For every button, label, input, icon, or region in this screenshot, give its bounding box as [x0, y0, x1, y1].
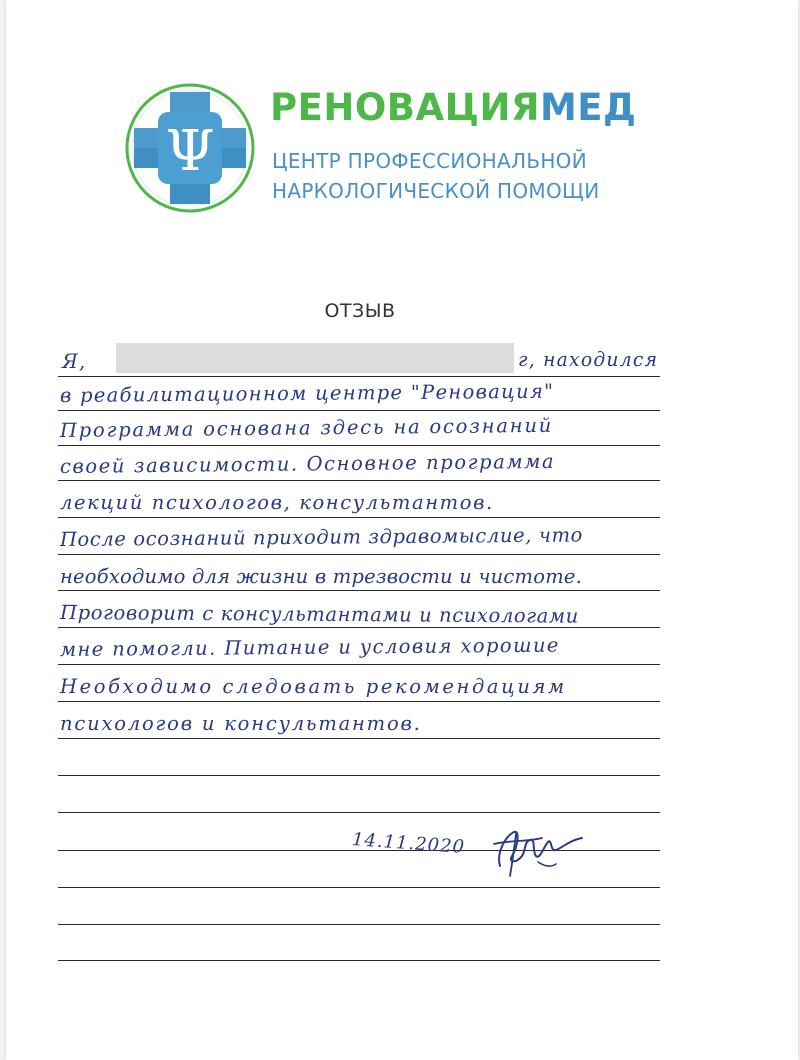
handwritten-line-1-start: Я, — [62, 350, 87, 373]
ruled-line — [58, 376, 660, 377]
handwritten-line-4: своей зависимости. Основное программа — [59, 449, 556, 478]
brand-tagline — [272, 146, 599, 206]
document-title: ОТЗЫВ — [324, 300, 396, 322]
tagline-line-2: НАРКОЛОГИЧЕСКОЙ ПОМОЩИ — [272, 179, 600, 203]
handwritten-line-5: лекций психологов, консультантов. — [60, 491, 494, 514]
ruled-line — [58, 701, 660, 702]
handwritten-line-6: После осознаний приходит здравомыслие, что — [59, 523, 584, 551]
ruled-line — [58, 480, 660, 481]
handwritten-signature — [486, 822, 590, 878]
handwritten-line-1-end: г, находился — [518, 348, 659, 371]
handwritten-line-8: Проговорит с консультантами и психологами — [60, 601, 579, 628]
ruled-line — [58, 924, 660, 925]
psi-symbol: Ψ — [165, 119, 215, 184]
ruled-line — [58, 554, 660, 555]
handwritten-date: 14.11.2020 — [351, 829, 466, 858]
tagline-line-1: ЦЕНТР ПРОФЕССИОНАЛЬНОЙ — [272, 149, 587, 173]
brand-name — [270, 86, 637, 130]
handwritten-line-3: Программа основана здесь на осознаний — [59, 413, 554, 442]
ruled-line — [58, 887, 660, 888]
handwritten-line-2: в реабилитационном центре "Реновация" — [59, 379, 555, 407]
handwritten-line-10: Необходимо следовать рекомендациям — [60, 675, 567, 698]
handwritten-line-11: психологов и консультантов. — [60, 712, 422, 735]
handwritten-line-9: мне помогли. Питание и условия хорошие — [59, 633, 560, 661]
ruled-line — [58, 590, 660, 591]
ruled-line — [58, 738, 660, 739]
clinic-logo-emblem — [124, 80, 256, 216]
ruled-line — [58, 410, 660, 411]
ruled-line — [58, 517, 660, 518]
ruled-line — [58, 960, 660, 961]
ruled-line — [58, 664, 660, 665]
redacted-name-block — [116, 343, 514, 373]
handwritten-review-area — [58, 348, 660, 980]
handwritten-line-7: необходимо для жизни в трезвости и чистоте. — [60, 565, 583, 588]
brand-name-part2: МЕД — [539, 86, 637, 129]
ruled-line — [58, 775, 660, 776]
brand-name-part1: РЕНОВАЦИЯ — [270, 86, 540, 129]
ruled-line — [58, 445, 660, 446]
ruled-line — [58, 812, 660, 813]
